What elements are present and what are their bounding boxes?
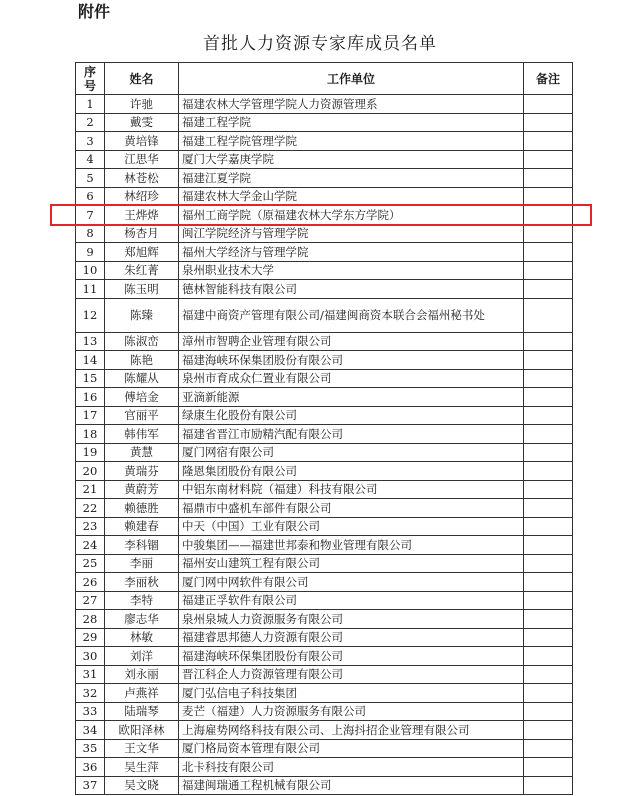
table-row bbox=[76, 351, 573, 370]
row-unit: 福建工程学院 bbox=[179, 113, 524, 132]
row-unit: 中天（中国）工业有限公司 bbox=[179, 517, 524, 536]
row-number: 32 bbox=[76, 684, 105, 703]
row-unit: 厦门弘信电子科技集团 bbox=[179, 684, 524, 703]
row-number: 26 bbox=[76, 573, 105, 592]
row-number: 35 bbox=[76, 739, 105, 758]
row-unit: 福建工程学院管理学院 bbox=[179, 132, 524, 151]
row-number: 2 bbox=[76, 113, 105, 132]
row-unit: 漳州市智聘企业管理有限公司 bbox=[179, 332, 524, 351]
table-row bbox=[76, 187, 573, 206]
row-number: 31 bbox=[76, 665, 105, 684]
row-remark bbox=[524, 425, 573, 444]
row-number: 21 bbox=[76, 480, 105, 499]
row-name: 王烨烨 bbox=[105, 206, 179, 225]
table-row bbox=[76, 388, 573, 407]
table-row bbox=[76, 702, 573, 721]
table-row bbox=[76, 776, 573, 795]
table-row bbox=[76, 517, 573, 536]
row-name: 江思华 bbox=[105, 150, 179, 169]
row-name: 林敏 bbox=[105, 628, 179, 647]
row-unit: 麦芒（福建）人力资源服务有限公司 bbox=[179, 702, 524, 721]
row-name: 陆瑞琴 bbox=[105, 702, 179, 721]
row-unit: 中铝东南材料院（福建）科技有限公司 bbox=[179, 480, 524, 499]
row-name: 傅培金 bbox=[105, 388, 179, 407]
row-unit: 福建省晋江市励精汽配有限公司 bbox=[179, 425, 524, 444]
row-remark bbox=[524, 150, 573, 169]
row-name: 李科锢 bbox=[105, 536, 179, 555]
table-row bbox=[76, 113, 573, 132]
row-remark bbox=[524, 573, 573, 592]
table-row bbox=[76, 462, 573, 481]
row-number: 37 bbox=[76, 776, 105, 795]
row-number: 20 bbox=[76, 462, 105, 481]
row-number: 19 bbox=[76, 443, 105, 462]
row-number: 1 bbox=[76, 95, 105, 114]
table-row-highlighted bbox=[76, 206, 573, 225]
row-remark bbox=[524, 113, 573, 132]
row-number: 3 bbox=[76, 132, 105, 151]
row-name: 卢燕祥 bbox=[105, 684, 179, 703]
row-number: 11 bbox=[76, 280, 105, 299]
row-remark bbox=[524, 206, 573, 225]
row-name: 陈玉明 bbox=[105, 280, 179, 299]
header-no: 序号 bbox=[76, 63, 105, 95]
row-remark bbox=[524, 628, 573, 647]
row-unit: 闽江学院经济与管理学院 bbox=[179, 224, 524, 243]
row-remark bbox=[524, 647, 573, 666]
table-row bbox=[76, 684, 573, 703]
row-number: 22 bbox=[76, 499, 105, 518]
row-name: 黄瑞芬 bbox=[105, 462, 179, 481]
table-row bbox=[76, 536, 573, 555]
table-row bbox=[76, 150, 573, 169]
row-name: 许驰 bbox=[105, 95, 179, 114]
table-row bbox=[76, 573, 573, 592]
row-remark bbox=[524, 369, 573, 388]
row-unit: 亚滴新能源 bbox=[179, 388, 524, 407]
row-unit: 厦门大学嘉庚学院 bbox=[179, 150, 524, 169]
row-unit: 厦门网中网软件有限公司 bbox=[179, 573, 524, 592]
row-remark bbox=[524, 298, 573, 332]
row-number: 10 bbox=[76, 261, 105, 280]
table-row bbox=[76, 499, 573, 518]
table-body bbox=[76, 95, 573, 795]
table-row bbox=[76, 298, 573, 332]
row-unit: 福州安山建筑工程有限公司 bbox=[179, 554, 524, 573]
row-name: 林苍松 bbox=[105, 169, 179, 188]
table-row bbox=[76, 665, 573, 684]
row-unit: 北卡科技有限公司 bbox=[179, 758, 524, 777]
row-name: 黄蔚芳 bbox=[105, 480, 179, 499]
row-remark bbox=[524, 610, 573, 629]
row-unit: 福鼎市中盛机车部件有限公司 bbox=[179, 499, 524, 518]
row-remark bbox=[524, 243, 573, 262]
row-name: 黄慧 bbox=[105, 443, 179, 462]
row-name: 吴文晓 bbox=[105, 776, 179, 795]
row-unit: 福建农林大学金山学院 bbox=[179, 187, 524, 206]
row-unit: 厦门格局资本管理有限公司 bbox=[179, 739, 524, 758]
row-number: 29 bbox=[76, 628, 105, 647]
row-name: 李特 bbox=[105, 591, 179, 610]
table-row bbox=[76, 261, 573, 280]
row-number: 23 bbox=[76, 517, 105, 536]
row-unit: 泉州泉城人力资源服务有限公司 bbox=[179, 610, 524, 629]
row-number: 14 bbox=[76, 351, 105, 370]
row-number: 25 bbox=[76, 554, 105, 573]
row-remark bbox=[524, 169, 573, 188]
row-number: 33 bbox=[76, 702, 105, 721]
row-name: 李丽秋 bbox=[105, 573, 179, 592]
row-name: 廖志华 bbox=[105, 610, 179, 629]
row-name: 陈淑峦 bbox=[105, 332, 179, 351]
row-remark bbox=[524, 758, 573, 777]
row-unit: 德林智能科技有限公司 bbox=[179, 280, 524, 299]
row-remark bbox=[524, 776, 573, 795]
row-unit: 隆恩集团股份有限公司 bbox=[179, 462, 524, 481]
row-name: 韩伟军 bbox=[105, 425, 179, 444]
table-row bbox=[76, 721, 573, 740]
row-number: 9 bbox=[76, 243, 105, 262]
row-number: 15 bbox=[76, 369, 105, 388]
table-row bbox=[76, 647, 573, 666]
table-row bbox=[76, 628, 573, 647]
row-number: 34 bbox=[76, 721, 105, 740]
row-number: 36 bbox=[76, 758, 105, 777]
table-row bbox=[76, 425, 573, 444]
row-remark bbox=[524, 721, 573, 740]
row-remark bbox=[524, 95, 573, 114]
row-remark bbox=[524, 132, 573, 151]
row-unit: 上海雇势网络科技有限公司、上海抖招企业管理有限公司 bbox=[179, 721, 524, 740]
row-name: 赖建春 bbox=[105, 517, 179, 536]
row-name: 杨杏月 bbox=[105, 224, 179, 243]
row-remark bbox=[524, 224, 573, 243]
table-row bbox=[76, 224, 573, 243]
row-remark bbox=[524, 499, 573, 518]
row-number: 5 bbox=[76, 169, 105, 188]
row-number: 17 bbox=[76, 406, 105, 425]
row-remark bbox=[524, 351, 573, 370]
table-row bbox=[76, 243, 573, 262]
table-row bbox=[76, 95, 573, 114]
row-unit: 福州大学经济与管理学院 bbox=[179, 243, 524, 262]
row-unit: 福建闽瑞通工程机械有限公司 bbox=[179, 776, 524, 795]
table-row bbox=[76, 554, 573, 573]
row-remark bbox=[524, 187, 573, 206]
row-remark bbox=[524, 554, 573, 573]
header-unit: 工作单位 bbox=[179, 63, 524, 95]
row-name: 赖德胜 bbox=[105, 499, 179, 518]
row-remark bbox=[524, 388, 573, 407]
row-remark bbox=[524, 462, 573, 481]
row-number: 27 bbox=[76, 591, 105, 610]
row-remark bbox=[524, 591, 573, 610]
table-row bbox=[76, 406, 573, 425]
row-remark bbox=[524, 665, 573, 684]
row-number: 7 bbox=[76, 206, 105, 225]
table-row bbox=[76, 591, 573, 610]
row-remark bbox=[524, 261, 573, 280]
table-row bbox=[76, 332, 573, 351]
row-unit: 福建海峡环保集团股份有限公司 bbox=[179, 351, 524, 370]
row-number: 6 bbox=[76, 187, 105, 206]
row-name: 官丽平 bbox=[105, 406, 179, 425]
row-remark bbox=[524, 684, 573, 703]
row-unit: 福建海峡环保集团股份有限公司 bbox=[179, 647, 524, 666]
row-unit: 福建睿思邦德人力资源有限公司 bbox=[179, 628, 524, 647]
row-remark bbox=[524, 702, 573, 721]
header-remark: 备注 bbox=[524, 63, 573, 95]
table-row bbox=[76, 132, 573, 151]
row-unit: 厦门网宿有限公司 bbox=[179, 443, 524, 462]
row-name: 陈耀从 bbox=[105, 369, 179, 388]
row-unit: 福建正孚软件有限公司 bbox=[179, 591, 524, 610]
row-remark bbox=[524, 480, 573, 499]
row-number: 8 bbox=[76, 224, 105, 243]
row-number: 28 bbox=[76, 610, 105, 629]
table-row bbox=[76, 169, 573, 188]
row-name: 郑旭辉 bbox=[105, 243, 179, 262]
row-remark bbox=[524, 406, 573, 425]
row-number: 13 bbox=[76, 332, 105, 351]
row-name: 朱红菁 bbox=[105, 261, 179, 280]
row-unit: 福建中商资产管理有限公司/福建闽商资本联合会福州秘书处 bbox=[179, 298, 524, 332]
row-unit: 福建江夏学院 bbox=[179, 169, 524, 188]
row-name: 刘永丽 bbox=[105, 665, 179, 684]
table-row bbox=[76, 443, 573, 462]
table-row bbox=[76, 280, 573, 299]
row-name: 黄培锋 bbox=[105, 132, 179, 151]
table-row bbox=[76, 480, 573, 499]
row-number: 18 bbox=[76, 425, 105, 444]
row-remark bbox=[524, 332, 573, 351]
row-unit: 泉州职业技术大学 bbox=[179, 261, 524, 280]
table-row bbox=[76, 758, 573, 777]
row-name: 吴生萍 bbox=[105, 758, 179, 777]
header-name: 姓名 bbox=[105, 63, 179, 95]
row-unit: 绿康生化股份有限公司 bbox=[179, 406, 524, 425]
row-number: 30 bbox=[76, 647, 105, 666]
row-remark bbox=[524, 517, 573, 536]
row-remark bbox=[524, 739, 573, 758]
row-number: 4 bbox=[76, 150, 105, 169]
row-name: 陈臻 bbox=[105, 298, 179, 332]
row-unit: 晋江科企人力资源管理有限公司 bbox=[179, 665, 524, 684]
row-name: 欧阳泽林 bbox=[105, 721, 179, 740]
row-name: 戴雯 bbox=[105, 113, 179, 132]
row-number: 24 bbox=[76, 536, 105, 555]
table-row bbox=[76, 610, 573, 629]
table-header-row bbox=[76, 63, 573, 95]
row-name: 王文华 bbox=[105, 739, 179, 758]
table-row bbox=[76, 369, 573, 388]
row-unit: 泉州市育成众仁置业有限公司 bbox=[179, 369, 524, 388]
table-row bbox=[76, 739, 573, 758]
row-unit: 福州工商学院（原福建农林大学东方学院） bbox=[179, 206, 524, 225]
row-unit: 中骏集团——福建世邦泰和物业管理有限公司 bbox=[179, 536, 524, 555]
row-remark bbox=[524, 280, 573, 299]
row-number: 16 bbox=[76, 388, 105, 407]
row-remark bbox=[524, 536, 573, 555]
page-title: 首批人力资源专家库成员名单 bbox=[203, 34, 437, 54]
row-name: 林绍珍 bbox=[105, 187, 179, 206]
row-unit: 福建农林大学管理学院人力资源管理系 bbox=[179, 95, 524, 114]
row-number: 12 bbox=[76, 298, 105, 332]
row-name: 李丽 bbox=[105, 554, 179, 573]
row-remark bbox=[524, 443, 573, 462]
row-name: 陈艳 bbox=[105, 351, 179, 370]
expert-list-table bbox=[75, 62, 573, 795]
attachment-label: 附件 bbox=[78, 2, 111, 21]
row-name: 刘洋 bbox=[105, 647, 179, 666]
